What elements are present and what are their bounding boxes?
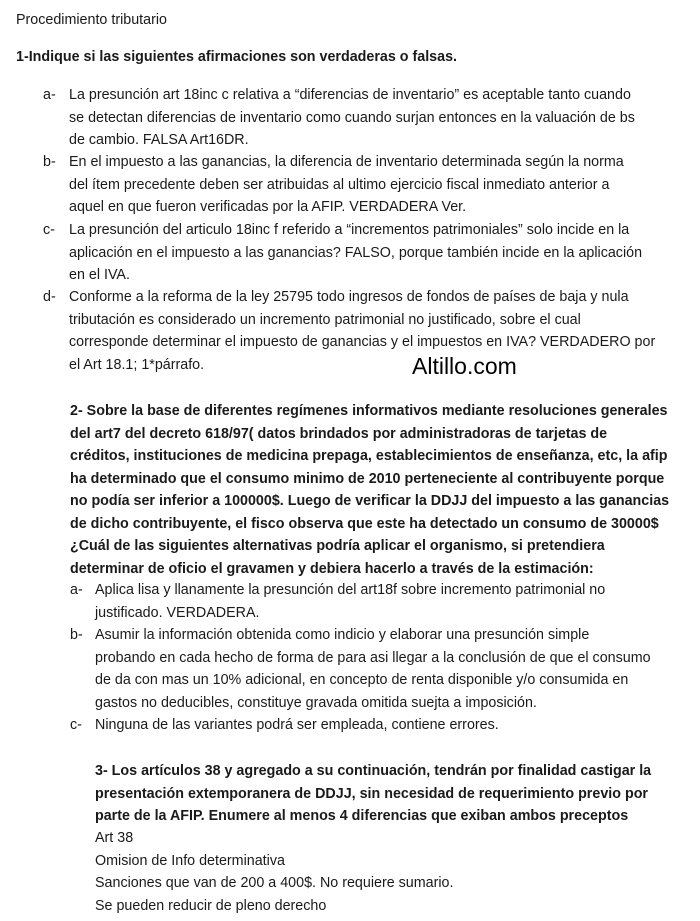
question-2-heading	[70, 400, 682, 580]
item-line: La presunción del articulo 18inc f referido a “incrementos patrimoniales” solo incide en la	[69, 222, 630, 238]
item-line: el Art 18.1; 1*párrafo.	[69, 356, 205, 373]
item-line: aquel en que fueron verificadas por la AFIP. VERDADERA Ver.	[69, 199, 467, 215]
heading-line: parte de la AFIP. Enumere al menos 4 diferencias que exiban ambos preceptos	[95, 808, 629, 824]
heading-line: ha determinado que el consumo minimo de 2010 perteneciente al contribuyente porque	[70, 470, 665, 487]
heading-line: ¿Cuál de las siguientes alternativas podría aplicar el organismo, si pretendiera	[70, 538, 605, 554]
heading-line: presentación extemporanera de DDJJ, sin necesidad de requerimiento previo por	[95, 785, 648, 802]
watermark: Altillo.com	[412, 353, 517, 379]
heading-line: créditos, instituciones de medicina prepaga, establecimientos de enseñanza, etc, la afip	[70, 448, 668, 464]
item-letter: b-	[43, 154, 56, 170]
item-line: del ítem precedente deben ser atribuidas al ultimo ejercicio fiscal inmediato anterior a	[69, 176, 610, 193]
q2-item-c	[70, 714, 682, 737]
heading-line: 2- Sobre la base de diferentes regímenes informativos mediante resoluciones generales	[70, 403, 668, 419]
item-line: justificado. VERDADERA.	[95, 604, 260, 621]
q2-item-b	[70, 624, 682, 714]
question-3-heading	[95, 760, 685, 828]
item-letter: d-	[43, 289, 56, 305]
q3-answer-line: Omision de Info determinativa	[95, 853, 285, 869]
item-letter: c-	[43, 222, 55, 238]
item-letter: a-	[43, 87, 56, 103]
item-line: probando en cada hecho de forma de para asi llegar a la conclusión de que el consumo	[95, 649, 651, 666]
item-line: aplicación en el impuesto a las ganancias? FALSO, porque también incide en la aplicación	[69, 244, 643, 261]
item-line: En el impuesto a las ganancias, la diferencia de inventario determinada según la norma	[69, 154, 624, 170]
q3-answer-line: Art 38	[95, 830, 134, 846]
item-line: La presunción art 18inc c relativa a “diferencias de inventario” es aceptable tanto cuando	[69, 87, 631, 103]
item-letter: a-	[70, 582, 83, 598]
heading-line: determinar de oficio el gravamen y debiera hacerlo a través de la estimación:	[70, 560, 594, 577]
item-line: tributación es considerado un incremento patrimonial no justificado, sobre el cual	[69, 311, 581, 328]
item-line: corresponde determinar el impuesto de ganancias y el impuestos en IVA? VERDADERO por	[69, 334, 656, 350]
heading-line: 3- Los artículos 38 y agregado a su continuación, tendrán por finalidad castigar la	[95, 763, 652, 779]
item-line: se detectan diferencias de inventario como cuando surjan entonces en la valuación de bs	[69, 109, 635, 126]
document-title: Procedimiento tributario	[16, 12, 167, 28]
item-line: Conforme a la reforma de la ley 25795 todo ingresos de fondos de países de baja y nula	[69, 289, 629, 305]
item-line: de da con mas un 10% adicional, en concepto de renta disponible y/o consumida en	[95, 672, 629, 688]
item-letter: b-	[70, 627, 83, 643]
item-line: en el IVA.	[69, 267, 130, 283]
item-line: Aplica lisa y llanamente la presunción del art18f sobre incremento patrimonial no	[95, 582, 606, 598]
q3-answer-line: Sanciones que van de 200 a 400$. No requiere sumario.	[95, 875, 454, 891]
item-line: Ninguna de las variantes podrá ser empleada, contiene errores.	[95, 717, 499, 733]
q1-item-a	[43, 84, 679, 152]
item-line: gastos no deducibles, constituye gravada omitida suejta a imposición.	[95, 694, 537, 711]
q2-item-a	[70, 579, 682, 624]
heading-line: del art7 del decreto 618/97( datos brindados por administradoras de tarjetas de	[70, 425, 608, 442]
item-line: de cambio. FALSA Art16DR.	[69, 132, 249, 148]
q1-item-c	[43, 219, 679, 287]
question-1-heading: 1-Indique si las siguientes afirmaciones son verdaderas o falsas.	[16, 49, 457, 65]
q1-item-d	[43, 286, 679, 376]
heading-line: no podía ser inferior a 100000$. Luego de verificar la DDJJ del impuesto a las ganancias	[70, 493, 670, 509]
item-letter: c-	[70, 717, 82, 733]
item-line: Asumir la información obtenida como indicio y elaborar una presunción simple	[95, 627, 590, 643]
q1-item-b	[43, 151, 679, 219]
q3-answer-line: Se pueden reducir de pleno derecho	[95, 898, 327, 914]
heading-line: de dicho contribuyente, el fisco observa que este ha detectado un consumo de 30000$	[70, 515, 659, 532]
